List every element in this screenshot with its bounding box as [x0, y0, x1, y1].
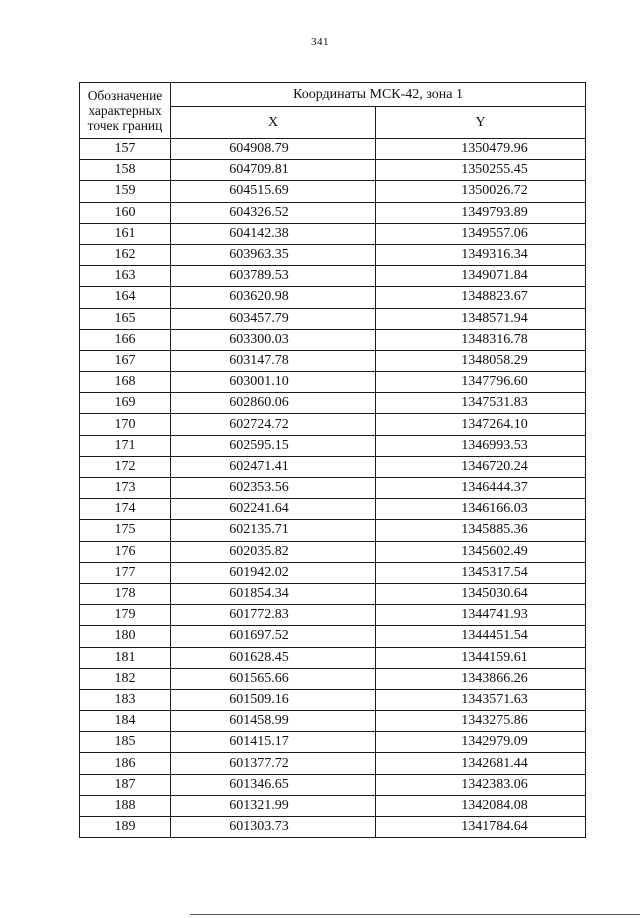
- coord-y-cell: 1344451.54: [376, 626, 586, 647]
- point-id-cell: 168: [80, 372, 171, 393]
- table-row: [80, 244, 586, 265]
- coord-y-cell: 1345602.49: [376, 541, 586, 562]
- point-id-cell: 171: [80, 435, 171, 456]
- table-row: [80, 753, 586, 774]
- coord-x-cell: 604142.38: [171, 223, 376, 244]
- coord-x-cell: 603789.53: [171, 266, 376, 287]
- coord-y-cell: 1343866.26: [376, 668, 586, 689]
- coord-x-cell: 601458.99: [171, 711, 376, 732]
- coord-y-cell: 1348823.67: [376, 287, 586, 308]
- coord-y-cell: 1344159.61: [376, 647, 586, 668]
- table-row: [80, 689, 586, 710]
- table-row: [80, 456, 586, 477]
- coord-x-cell: 601415.17: [171, 732, 376, 753]
- point-id-cell: 172: [80, 456, 171, 477]
- coord-x-cell: 603457.79: [171, 308, 376, 329]
- point-id-cell: 188: [80, 795, 171, 816]
- coord-x-cell: 602035.82: [171, 541, 376, 562]
- coord-x-cell: 601303.73: [171, 817, 376, 838]
- point-id-cell: 179: [80, 605, 171, 626]
- point-id-cell: 186: [80, 753, 171, 774]
- coord-x-cell: 604908.79: [171, 139, 376, 160]
- point-id-cell: 161: [80, 223, 171, 244]
- header-row-main: [80, 83, 586, 107]
- coord-x-cell: 602471.41: [171, 456, 376, 477]
- coord-x-cell: 601854.34: [171, 583, 376, 604]
- coord-y-cell: 1347796.60: [376, 372, 586, 393]
- header-coordinates: Координаты МСК-42, зона 1: [171, 83, 586, 107]
- coord-y-cell: 1345317.54: [376, 562, 586, 583]
- coord-x-cell: 601772.83: [171, 605, 376, 626]
- point-id-cell: 164: [80, 287, 171, 308]
- table-row: [80, 223, 586, 244]
- point-id-cell: 163: [80, 266, 171, 287]
- coordinates-table: [79, 82, 586, 838]
- table-header: [80, 83, 586, 139]
- coord-y-cell: 1348316.78: [376, 329, 586, 350]
- point-id-cell: 187: [80, 774, 171, 795]
- coord-y-cell: 1347531.83: [376, 393, 586, 414]
- table-row: [80, 774, 586, 795]
- point-id-cell: 178: [80, 583, 171, 604]
- point-id-cell: 177: [80, 562, 171, 583]
- point-id-cell: 174: [80, 499, 171, 520]
- coord-y-cell: 1342383.06: [376, 774, 586, 795]
- table-row: [80, 160, 586, 181]
- table-row: [80, 478, 586, 499]
- header-x: X: [171, 107, 376, 139]
- table-row: [80, 732, 586, 753]
- table-row: [80, 562, 586, 583]
- coord-y-cell: 1350479.96: [376, 139, 586, 160]
- coord-x-cell: 603300.03: [171, 329, 376, 350]
- point-id-cell: 160: [80, 202, 171, 223]
- page-number: 341: [311, 36, 329, 48]
- coord-x-cell: 604515.69: [171, 181, 376, 202]
- table-row: [80, 626, 586, 647]
- table-row: [80, 795, 586, 816]
- point-id-cell: 165: [80, 308, 171, 329]
- point-id-cell: 183: [80, 689, 171, 710]
- table-row: [80, 202, 586, 223]
- coord-x-cell: 604709.81: [171, 160, 376, 181]
- coord-y-cell: 1342979.09: [376, 732, 586, 753]
- coord-x-cell: 602724.72: [171, 414, 376, 435]
- coord-y-cell: 1349316.34: [376, 244, 586, 265]
- coord-y-cell: 1349793.89: [376, 202, 586, 223]
- header-y: Y: [376, 107, 586, 139]
- table-row: [80, 541, 586, 562]
- coord-x-cell: 601377.72: [171, 753, 376, 774]
- point-id-cell: 185: [80, 732, 171, 753]
- point-id-cell: 189: [80, 817, 171, 838]
- table-row: [80, 499, 586, 520]
- table-row: [80, 817, 586, 838]
- coord-y-cell: 1350255.45: [376, 160, 586, 181]
- coord-y-cell: 1350026.72: [376, 181, 586, 202]
- table-row: [80, 668, 586, 689]
- point-id-cell: 180: [80, 626, 171, 647]
- table-row: [80, 647, 586, 668]
- point-id-cell: 184: [80, 711, 171, 732]
- table-row: [80, 329, 586, 350]
- coord-x-cell: 602241.64: [171, 499, 376, 520]
- coord-x-cell: 603147.78: [171, 350, 376, 371]
- point-id-cell: 167: [80, 350, 171, 371]
- point-id-cell: 157: [80, 139, 171, 160]
- coord-y-cell: 1349557.06: [376, 223, 586, 244]
- coord-x-cell: 602595.15: [171, 435, 376, 456]
- coord-x-cell: 604326.52: [171, 202, 376, 223]
- coord-y-cell: 1341784.64: [376, 817, 586, 838]
- coord-y-cell: 1344741.93: [376, 605, 586, 626]
- coord-y-cell: 1345885.36: [376, 520, 586, 541]
- coord-y-cell: 1342084.08: [376, 795, 586, 816]
- table-row: [80, 414, 586, 435]
- table-row: [80, 435, 586, 456]
- coord-x-cell: 601321.99: [171, 795, 376, 816]
- coord-y-cell: 1346166.03: [376, 499, 586, 520]
- header-designation: Обозначение характерных точек границ: [80, 83, 171, 139]
- coord-y-cell: 1346444.37: [376, 478, 586, 499]
- table-row: [80, 372, 586, 393]
- table-row: [80, 393, 586, 414]
- point-id-cell: 175: [80, 520, 171, 541]
- coord-x-cell: 602860.06: [171, 393, 376, 414]
- point-id-cell: 169: [80, 393, 171, 414]
- coord-y-cell: 1343275.86: [376, 711, 586, 732]
- point-id-cell: 173: [80, 478, 171, 499]
- coord-y-cell: 1343571.63: [376, 689, 586, 710]
- table-row: [80, 350, 586, 371]
- coord-x-cell: 601346.65: [171, 774, 376, 795]
- coord-x-cell: 601565.66: [171, 668, 376, 689]
- table-row: [80, 181, 586, 202]
- coord-x-cell: 601509.16: [171, 689, 376, 710]
- table-body: [80, 139, 586, 838]
- coord-x-cell: 603620.98: [171, 287, 376, 308]
- coord-y-cell: 1347264.10: [376, 414, 586, 435]
- coord-x-cell: 603001.10: [171, 372, 376, 393]
- table-row: [80, 711, 586, 732]
- table-row: [80, 139, 586, 160]
- point-id-cell: 170: [80, 414, 171, 435]
- point-id-cell: 166: [80, 329, 171, 350]
- page-bottom-edge-line: [190, 914, 640, 915]
- point-id-cell: 182: [80, 668, 171, 689]
- coord-y-cell: 1348571.94: [376, 308, 586, 329]
- coord-y-cell: 1346720.24: [376, 456, 586, 477]
- point-id-cell: 158: [80, 160, 171, 181]
- coord-x-cell: 603963.35: [171, 244, 376, 265]
- coord-y-cell: 1345030.64: [376, 583, 586, 604]
- coord-x-cell: 602135.71: [171, 520, 376, 541]
- point-id-cell: 159: [80, 181, 171, 202]
- table-row: [80, 583, 586, 604]
- coord-x-cell: 601628.45: [171, 647, 376, 668]
- table-row: [80, 605, 586, 626]
- table-row: [80, 287, 586, 308]
- table-row: [80, 308, 586, 329]
- point-id-cell: 162: [80, 244, 171, 265]
- coord-x-cell: 601942.02: [171, 562, 376, 583]
- coord-x-cell: 602353.56: [171, 478, 376, 499]
- coord-y-cell: 1346993.53: [376, 435, 586, 456]
- table-row: [80, 520, 586, 541]
- coord-y-cell: 1349071.84: [376, 266, 586, 287]
- coord-x-cell: 601697.52: [171, 626, 376, 647]
- table-row: [80, 266, 586, 287]
- point-id-cell: 181: [80, 647, 171, 668]
- coord-y-cell: 1348058.29: [376, 350, 586, 371]
- coord-y-cell: 1342681.44: [376, 753, 586, 774]
- point-id-cell: 176: [80, 541, 171, 562]
